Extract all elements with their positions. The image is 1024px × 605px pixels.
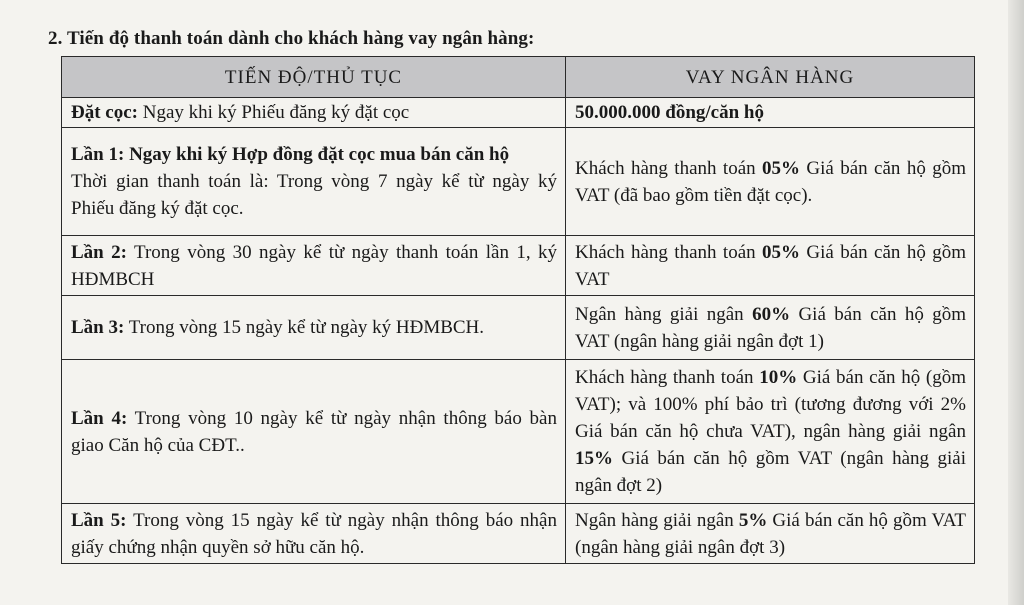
stage-cell bbox=[62, 236, 566, 296]
bank-text: Giá bán căn hộ gồm VAT (ngân hàng giải ngân đợt 2) bbox=[575, 448, 966, 496]
bank-cell bbox=[566, 504, 975, 564]
stage-label: Lần 5: bbox=[71, 509, 127, 531]
table-header-row bbox=[62, 57, 975, 98]
bank-text: Giá bán căn hộ gồm VAT bbox=[575, 241, 966, 290]
stage-text: Trong vòng 10 ngày kể từ ngày nhận thông báo bàn giao Căn hộ của CĐT.. bbox=[71, 407, 557, 456]
bank-text: Ngân hàng giải ngân bbox=[575, 509, 739, 531]
bank-percent: 15% bbox=[575, 448, 613, 469]
bank-cell bbox=[566, 360, 975, 504]
bank-text: Giá bán căn hộ gồm VAT (đã bao gồm tiền đặt cọc). bbox=[575, 157, 966, 206]
bank-text: Giá bán căn hộ gồm VAT (ngân hàng giải ngân đợt 3) bbox=[575, 509, 966, 558]
page-edge-shadow bbox=[1008, 0, 1024, 605]
bank-percent: 05% bbox=[762, 157, 801, 179]
table-row-stage-2 bbox=[62, 236, 975, 296]
table-row-stage-1 bbox=[62, 128, 975, 236]
bank-text: Giá bán căn hộ gồm VAT (ngân hàng giải ngân đợt 1) bbox=[575, 303, 967, 352]
bank-text: Khách hàng thanh toán bbox=[575, 157, 763, 179]
stage-cell bbox=[62, 98, 566, 128]
bank-percent: 05% bbox=[762, 241, 801, 263]
table-row-deposit bbox=[62, 98, 975, 128]
bank-percent: 60% bbox=[752, 303, 791, 325]
bank-cell bbox=[566, 128, 975, 236]
stage-text: Trong vòng 15 ngày kể từ ngày ký HĐMBCH. bbox=[124, 317, 485, 338]
bank-text: Khách hàng thanh toán bbox=[575, 367, 760, 388]
bank-text: Khách hàng thanh toán bbox=[575, 241, 763, 263]
stage-label: Lần 1: Ngay khi ký Hợp đồng đặt cọc mua bán căn hộ bbox=[71, 144, 510, 165]
table-row-stage-4 bbox=[62, 360, 975, 504]
payment-schedule-table bbox=[61, 56, 975, 564]
header-stage: TIẾN ĐỘ/THỦ TỤC bbox=[62, 57, 566, 98]
bank-text: Ngân hàng giải ngân bbox=[575, 303, 753, 325]
stage-cell bbox=[62, 128, 566, 236]
section-heading: 2. Tiến độ thanh toán dành cho khách hàng vay ngân hàng: bbox=[48, 28, 535, 49]
stage-text: Thời gian thanh toán là: Trong vòng 7 ngày kể từ ngày ký Phiếu đăng ký đặt cọc. bbox=[71, 171, 557, 219]
stage-text: Trong vòng 15 ngày kể từ ngày nhận thông báo nhận giấy chứng nhận quyền sở hữu căn hộ. bbox=[71, 509, 557, 558]
stage-text: Ngay khi ký Phiếu đăng ký đặt cọc bbox=[138, 102, 410, 123]
stage-label: Lần 3: bbox=[71, 317, 125, 338]
stage-label: Đặt cọc: bbox=[71, 102, 138, 123]
bank-amount: 50.000.000 đồng/căn hộ bbox=[575, 102, 764, 123]
stage-label: Lần 4: bbox=[71, 407, 128, 429]
stage-cell bbox=[62, 504, 566, 564]
bank-cell bbox=[566, 296, 975, 360]
bank-cell bbox=[566, 236, 975, 296]
bank-percent: 10% bbox=[759, 367, 798, 388]
stage-cell bbox=[62, 296, 566, 360]
stage-cell bbox=[62, 360, 566, 504]
bank-text: Giá bán căn hộ (gồm VAT); và 100% phí bảo trì (tương đương với 2% Giá bán căn hộ chưa VAT), ngân hàng giải ngân bbox=[575, 367, 966, 442]
stage-label: Lần 2: bbox=[71, 241, 127, 263]
stage-text: Trong vòng 30 ngày kể từ ngày thanh toán lần 1, ký HĐMBCH bbox=[71, 241, 557, 290]
bank-percent: 5% bbox=[738, 509, 768, 531]
table-row-stage-3 bbox=[62, 296, 975, 360]
table-row-stage-5 bbox=[62, 504, 975, 564]
header-bank-loan: VAY NGÂN HÀNG bbox=[566, 57, 975, 98]
bank-cell bbox=[566, 98, 975, 128]
